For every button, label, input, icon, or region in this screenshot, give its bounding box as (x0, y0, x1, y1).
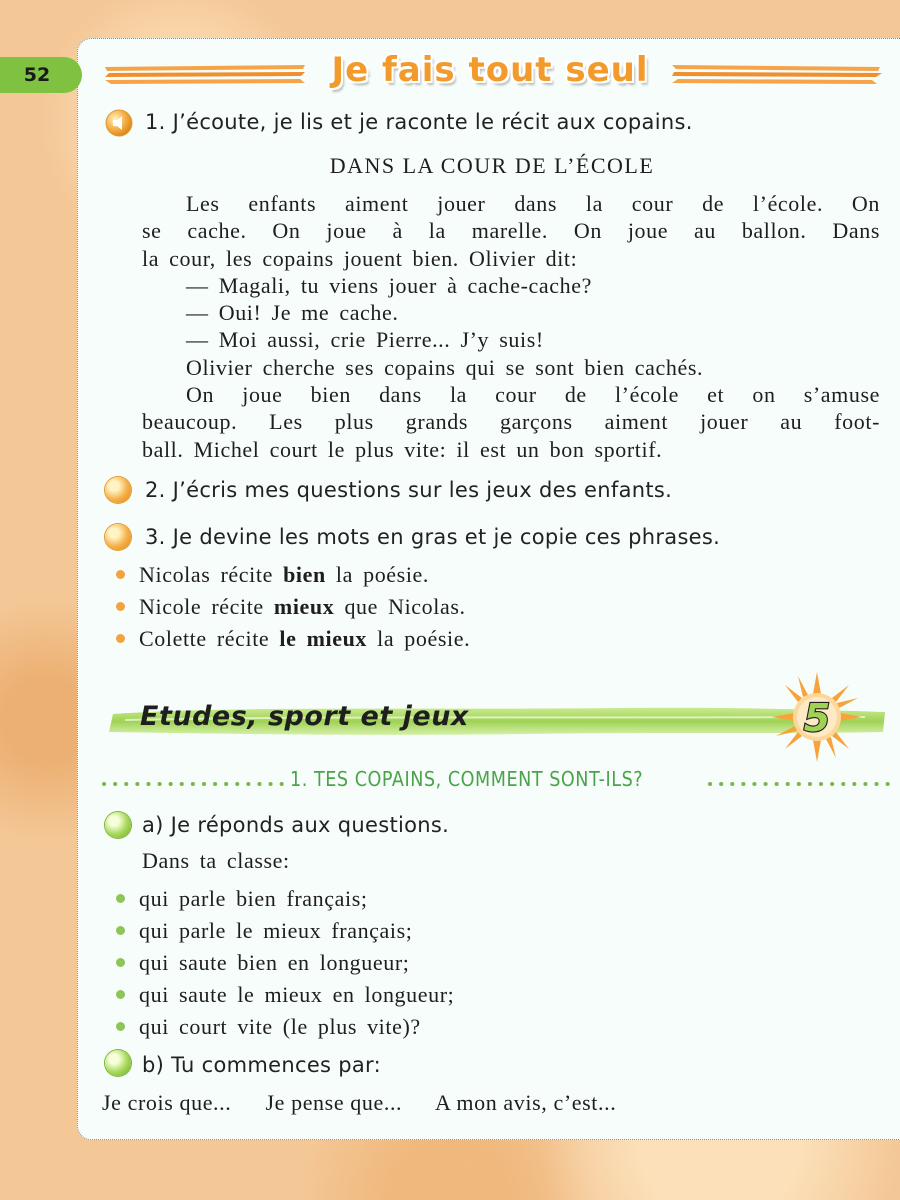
list-item (116, 594, 466, 620)
sentence-text: Nicole récite (139, 594, 274, 619)
list-item (116, 950, 409, 976)
unit-title: Etudes, sport et jeux (140, 701, 469, 732)
bullet-icon (116, 990, 125, 999)
list-item (116, 982, 454, 1008)
task-a-label: a) (142, 813, 164, 837)
story-line: — Moi aussi, crie Pierre... J’y suis! (186, 327, 544, 353)
story-line: beaucoup. Les plus grands garçons aiment jouer au foot- (142, 409, 880, 435)
starter-phrase: Je pense que... (265, 1090, 403, 1115)
story-line: Les enfants aiment jouer dans la cour de l’école. On (186, 191, 880, 216)
question-text: qui parle le mieux français; (139, 918, 413, 943)
bullet-icon (116, 958, 125, 967)
bullet-icon (116, 1022, 125, 1031)
task-2-instruction (145, 478, 672, 502)
page-number: 52 (0, 57, 82, 93)
story-line: — Magali, tu viens jouer à cache-cache? (186, 272, 592, 298)
story-line: se cache. On joue à la marelle. On joue au ballon. Dans (142, 218, 880, 244)
starter-phrase: A mon avis, c’est... (435, 1090, 617, 1115)
bullet-icon (116, 926, 125, 935)
bold-word: bien (283, 562, 326, 587)
question-text: qui court vite (le plus vite)? (139, 1014, 421, 1039)
task-1-text: J’écoute, je lis et je raconte le récit aux copains. (172, 110, 693, 134)
audio-speaker-icon[interactable] (105, 109, 133, 137)
bullet-icon (116, 634, 125, 643)
starter-phrases (102, 1090, 644, 1116)
header-stripe-left (105, 62, 305, 86)
question-text: qui saute bien en longueur; (139, 950, 410, 975)
task-1-number: 1. (145, 110, 166, 134)
task-b-marker-icon (105, 1050, 131, 1076)
list-item (116, 626, 470, 652)
list-item (116, 562, 429, 588)
bullet-icon (116, 570, 125, 579)
unit-number: 5 (803, 696, 831, 740)
task-3-instruction (145, 525, 720, 549)
unit-number-badge (770, 670, 864, 764)
task-a-intro: Dans ta classe: (142, 848, 290, 873)
task-b-instruction (142, 1053, 381, 1077)
task-b-text: Tu commences par: (171, 1053, 381, 1077)
story-line: — Oui! Je me cache. (186, 300, 399, 326)
question-text: qui saute le mieux en longueur; (139, 982, 455, 1007)
task-b-label: b) (142, 1053, 165, 1077)
story-line: la cour, les copains jouent bien. Olivier dit: (142, 245, 578, 271)
task-3-text: Je devine les mots en gras et je copie ces phrases. (172, 525, 721, 549)
task-a-instruction (142, 813, 449, 837)
story-line: Olivier cherche ses copains qui se sont bien cachés. (186, 354, 704, 380)
task-2-number: 2. (145, 478, 166, 502)
lesson-title: 1. TES COPAINS, COMMENT SONT-ILS? (290, 767, 644, 791)
bullet-icon (116, 894, 125, 903)
story-line: On joue bien dans la cour de l’école et on s’amuse (186, 382, 880, 408)
list-item (116, 1014, 421, 1040)
header-stripe-right (672, 62, 882, 86)
task-2-text: J’écris mes questions sur les jeux des enfants. (172, 478, 673, 502)
task-3-marker-icon (105, 524, 131, 550)
sentence-text: Nicolas récite (139, 562, 284, 587)
task-1-instruction (145, 110, 693, 134)
bullet-icon (116, 602, 125, 611)
sentence-text: que Nicolas. (334, 594, 466, 619)
story-line: ball. Michel court le plus vite: il est un bon sportif. (142, 436, 663, 462)
sentence-text: la poésie. (325, 562, 429, 587)
starter-phrase: Je crois que... (102, 1090, 232, 1115)
task-a-text: Je réponds aux questions. (170, 813, 450, 837)
question-text: qui parle bien français; (139, 886, 368, 911)
task-2-marker-icon (105, 477, 131, 503)
story-title: DANS LA COUR DE L’ÉCOLE (329, 153, 655, 178)
bold-word: mieux (273, 594, 335, 619)
bold-word: le mieux (279, 626, 368, 651)
list-item (116, 886, 368, 912)
sentence-text: la poésie. (367, 626, 471, 651)
task-a-marker-icon (105, 812, 131, 838)
section-title: Je fais tout seul (331, 50, 649, 90)
sentence-text: Colette récite (139, 626, 280, 651)
list-item (116, 918, 412, 944)
task-3-number: 3. (145, 525, 166, 549)
story-text (142, 190, 880, 463)
